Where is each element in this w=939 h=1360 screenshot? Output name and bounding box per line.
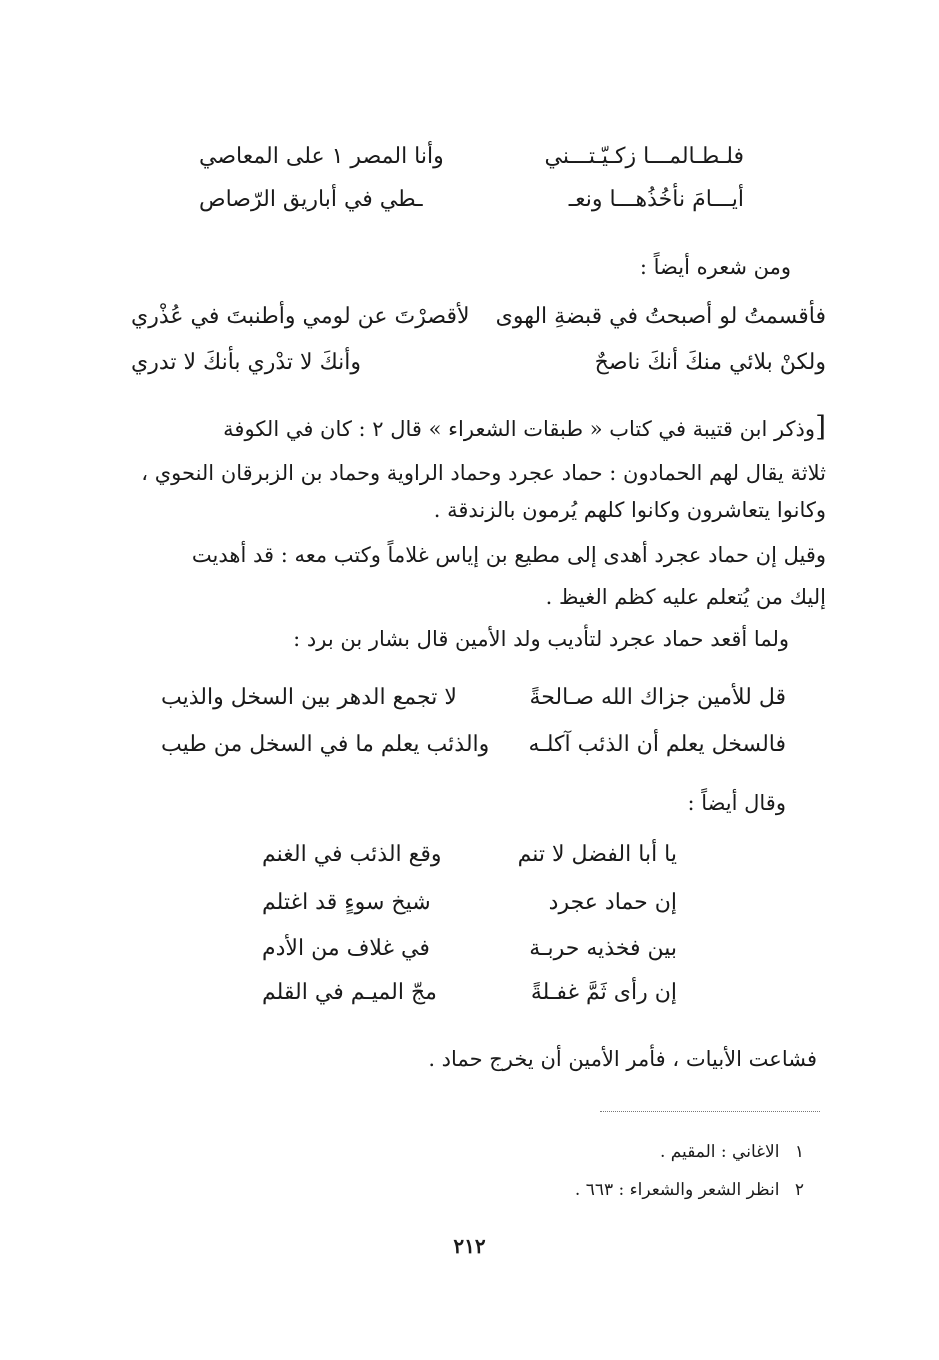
- hemistich-right: إن رأى ثَمَّ غفـلةً: [530, 980, 677, 1005]
- bracket-mark: [: [815, 410, 826, 443]
- hemistich-left: وأنا المصر ١ على المعاصي: [199, 144, 444, 169]
- hemistich-left: وأنكَ لا تدْري بأنكَ لا تدري: [131, 350, 361, 375]
- hemistich-left: ـطي في أباريق الرّصاص: [199, 187, 423, 212]
- poem3-verse-1: [161, 683, 786, 713]
- hemistich-right: قل للأمين جزاك الله صـالحةً: [529, 685, 786, 710]
- poem2-intro: ومن شعره أيضاً :: [639, 255, 791, 279]
- hemistich-left: مجّ الميـم في القلم: [262, 980, 437, 1005]
- hemistich-right: بين فخذيه حربـة: [529, 936, 677, 961]
- closing-line: فشاعت الأبيات ، فأمر الأمين أن يخرج حماد .: [428, 1047, 817, 1071]
- hemistich-left: شيخ سوءٍ قد اغتلم: [262, 890, 431, 915]
- hemistich-left: والذئب يعلم ما في السخل من طيب: [161, 732, 490, 757]
- hemistich-left: في غلاف من الأدم: [262, 936, 430, 961]
- hemistich-left: لا تجمع الدهر بين السخل والذيب: [161, 685, 457, 710]
- para1-line1: [223, 412, 826, 444]
- poem1-verse-1: [199, 142, 744, 172]
- poem2-verse-1: [131, 302, 826, 332]
- footnote-text: الاغاني : المقيم .: [659, 1142, 780, 1162]
- poem3-verse-2: [161, 730, 786, 760]
- para3-line: ولما أقعد حماد عجرد لتأديب ولد الأمين قال بشار بن برد :: [293, 627, 789, 651]
- hemistich-right: فالسخل يعلم أن الذئب آكلـه: [528, 732, 786, 757]
- poem4-verse-1: [262, 840, 677, 870]
- poem4-verse-3: [262, 934, 677, 964]
- poem1-verse-2: [199, 185, 744, 215]
- footnote-text: انظر الشعر والشعراء : ٦٦٣ .: [574, 1180, 780, 1200]
- footnote-2: [575, 1178, 804, 1202]
- footnote-separator: [600, 1111, 820, 1112]
- poem4-verse-4: [262, 978, 677, 1008]
- para2-line2: إليك من يُتعلم عليه كظم الغيظ .: [545, 585, 826, 609]
- hemistich-right: يا أبا الفضل لا تنم: [517, 842, 677, 867]
- poem4-intro: وقال أيضاً :: [687, 791, 786, 815]
- hemistich-right: فلـطـالمـــا زكـيّـتـــني: [544, 144, 744, 169]
- hemistich-right: أيـــامَ نأخُذُهـــا ونعـ: [568, 187, 744, 212]
- poem2-verse-2: [131, 348, 826, 378]
- para1-line2: ثلاثة يقال لهم الحمادون : حماد عجرد وحماد الراوية وحماد بن الزبرقان النحوي ،: [141, 461, 826, 485]
- hemistich-left: لأقصرْتَ عن لومي وأطنبتَ في عُذْري: [131, 304, 470, 329]
- footnote-number: ١: [794, 1142, 804, 1162]
- hemistich-right: إن حماد عجرد: [548, 890, 677, 915]
- para1-line1-text: وذكر ابن قتيبة في كتاب « طبقات الشعراء » قال ٢ : كان في الكوفة: [223, 417, 816, 441]
- hemistich-left: وقع الذئب في الغنم: [262, 842, 442, 867]
- hemistich-right: فأقسمتُ لو أصبحتُ في قبضةِ الهوى: [495, 304, 826, 329]
- para1-line3: وكانوا يتعاشرون وكانوا كلهم يُرمون بالزندقة .: [433, 498, 826, 522]
- para2-line1: وقيل إن حماد عجرد أهدى إلى مطيع بن إياس غلاماً وكتب معه : قد أهديت: [191, 543, 826, 567]
- page-number: ٢١٢: [453, 1234, 486, 1258]
- footnote-1: [660, 1140, 804, 1164]
- hemistich-right: ولكنْ بلائي منكَ أنكَ ناصحٌ: [594, 350, 826, 375]
- poem4-verse-2: [262, 888, 677, 918]
- footnote-number: ٢: [794, 1180, 804, 1200]
